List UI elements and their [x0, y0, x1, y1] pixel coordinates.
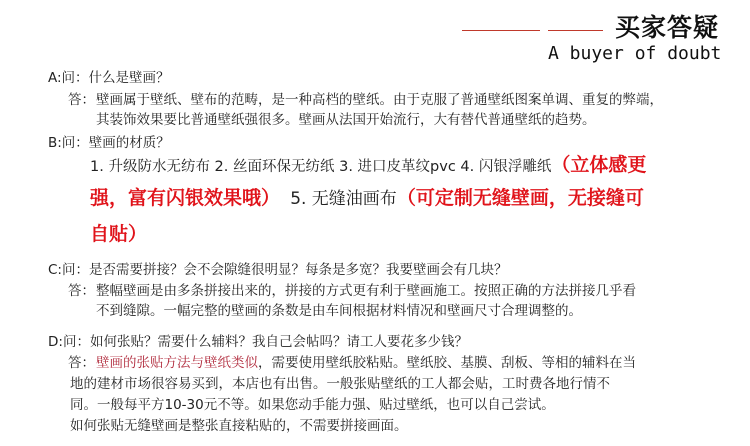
materials-highlight-3: （可定制无缝壁画，无接缝可: [396, 187, 644, 209]
answer-d-line-3: 同。一般每平方10-30元不等。如果您动手能力强、贴过壁纸，也可以自己尝试。: [70, 397, 555, 413]
header-rule-left: [462, 30, 540, 31]
materials-item-5: 5. 无缝油画布: [290, 189, 397, 209]
answer-d-label: 答：: [68, 355, 95, 371]
answer-c-line-2: 不到缝隙。一幅完整的壁画的条数是由车间根据材料情况和壁画尺寸合理调整的。: [96, 303, 582, 319]
answer-c-label: 答：: [68, 283, 95, 299]
header-rule-right: [548, 30, 603, 31]
materials-list: 1. 升级防水无纺布 2. 丝面环保无纺纸 3. 进口皮革纹pvc 4. 闪银浮雕纸: [90, 159, 552, 175]
materials-highlight-1: （立体感更: [551, 154, 647, 176]
materials-line-3: [90, 219, 147, 246]
page-title: 买家答疑: [615, 13, 720, 42]
materials-line-2: [90, 183, 644, 210]
materials-line-1: [90, 150, 646, 177]
answer-a-line-2: 其装饰效果要比普通壁纸强很多。壁画从法国开始流行，大有替代普通壁纸的趋势。: [96, 112, 596, 128]
question-d: D:问：如何张贴？需要什么辅料？我自己会帖吗？请工人要花多少钱？: [48, 334, 468, 350]
page-subtitle: A buyer of doubt: [548, 43, 722, 64]
question-a: A:问：什么是壁画？: [48, 70, 170, 86]
answer-d-line-2: 地的建材市场很容易买到，本店也有出售。一般张贴壁纸的工人都会贴，工时费各地行情不: [70, 376, 610, 392]
answer-a-label: 答：: [68, 92, 95, 108]
answer-c-line-1: 整幅壁画是由多条拼接出来的，拼接的方式更有利于壁画施工。按照正确的方法拼接几乎看: [96, 283, 636, 299]
question-b: B:问：壁画的材质？: [48, 135, 170, 151]
answer-d-link[interactable]: 壁画的张贴方法与壁纸类似: [96, 355, 258, 371]
answer-d-line-4: 如何张贴无缝壁画是整张直接粘贴的，不需要拼接画面。: [70, 418, 408, 434]
materials-highlight-2: 强，富有闪银效果哦）: [90, 187, 281, 209]
answer-d-line-1: [96, 351, 636, 371]
answer-d-line-1-rest: ，需要使用壁纸胶粘贴。壁纸胶、基膜、刮板、等相的辅料在当: [258, 355, 636, 371]
materials-highlight-4: 自贴）: [90, 223, 148, 245]
answer-a-line-1: 壁画属于壁纸、壁布的范畴，是一种高档的壁纸。由于克服了普通壁纸图案单调、重复的弊端，: [96, 92, 663, 108]
question-c: C:问：是否需要拼接？会不会隙缝很明显？每条是多宽？我要壁画会有几块？: [48, 262, 508, 278]
